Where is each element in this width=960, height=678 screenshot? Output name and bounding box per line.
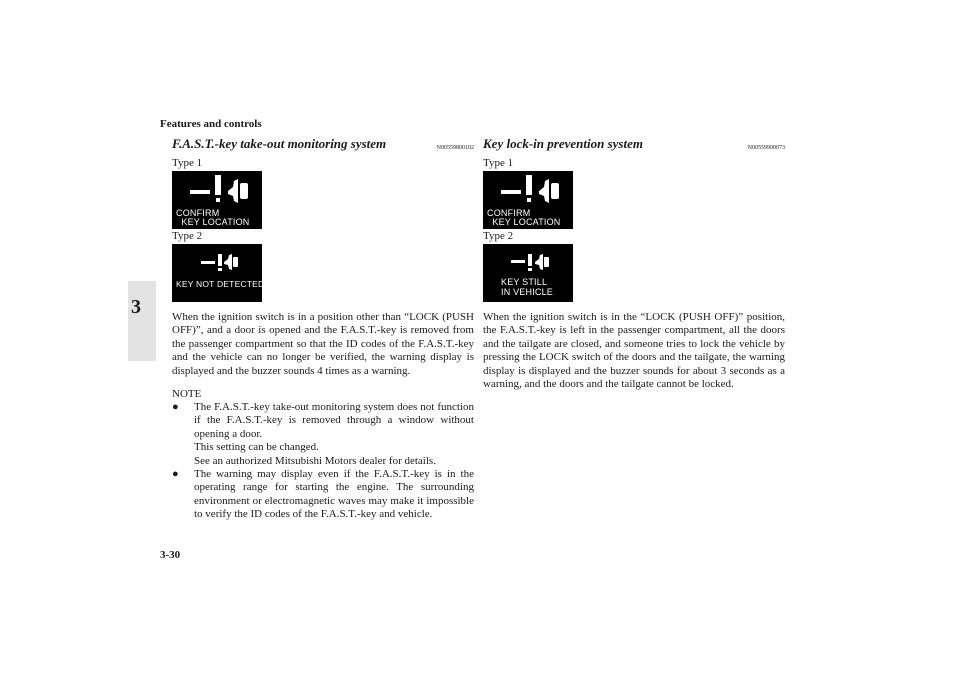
- section-title: F.A.S.T.-key take-out monitoring system: [172, 136, 387, 151]
- chapter-tab: [128, 281, 156, 361]
- section-heading-row: [483, 136, 785, 156]
- section-header: Features and controls: [160, 118, 262, 130]
- type1-label: Type 1: [172, 157, 203, 169]
- display-confirm-key-location: [172, 171, 262, 229]
- left-column: [172, 136, 474, 522]
- type1-label: Type 1: [483, 157, 514, 169]
- display-line-1: KEY STILL: [501, 277, 548, 287]
- body-paragraph: When the ignition switch is in a position other than “LOCK (PUSH OFF)”, and a door is opened and the F.A.S.T.-key is removed from the passenger compartment so that the ID codes of the F.A.S.T.-key and the vehicle can no longer be verified, the warning display is displayed and the buzzer sounds 4 times as a warning.: [172, 311, 474, 377]
- bullet-icon: ●: [172, 401, 179, 414]
- note-extra: This setting can be changed.: [194, 441, 319, 454]
- note-extra: See an authorized Mitsubishi Motors dealer for details.: [194, 454, 436, 467]
- note-label: NOTE: [172, 388, 202, 401]
- page-number: 3-30: [160, 549, 181, 561]
- display-key-still-in-vehicle: [483, 244, 573, 302]
- section-code: N00559800102: [436, 145, 474, 151]
- type2-label: Type 2: [483, 230, 514, 242]
- note-text: The F.A.S.T.-key take-out monitoring system does not function if the F.A.S.T.-key is removed through a window without opening a door.: [194, 401, 474, 440]
- note-text: The warning may display even if the F.A.S.T.-key is in the operating range for starting the engine. The surrounding environment or electromagnetic waves may make it impossible to verify the ID codes of the F.A.S.T.-key and vehicle.: [194, 468, 474, 521]
- display-line-2: KEY LOCATION: [176, 217, 250, 227]
- display-line-1: CONFIRM: [176, 208, 220, 218]
- display-confirm-key-location: [483, 171, 573, 229]
- display-line-2: IN VEHICLE: [501, 287, 554, 297]
- type2-label: Type 2: [172, 230, 203, 242]
- display-line-1: CONFIRM: [487, 208, 531, 218]
- note-item: [172, 468, 474, 522]
- note-item: [172, 401, 474, 468]
- bullet-icon: ●: [172, 468, 179, 481]
- chapter-number: 3: [131, 296, 141, 318]
- section-heading-row: [172, 136, 474, 156]
- right-column: [483, 136, 785, 391]
- key-warning-icon: [172, 244, 265, 302]
- section-code: N00559900073: [747, 145, 785, 151]
- section-title: Key lock-in prevention system: [483, 136, 643, 151]
- display-line-2: KEY LOCATION: [487, 217, 561, 227]
- display-key-not-detected: [172, 244, 265, 302]
- body-paragraph: When the ignition switch is in the “LOCK (PUSH OFF)” position, the F.A.S.T.-key is left in the passenger compartment, all the doors and the tailgate are closed, and someone tries to lock the vehicle by pressing the LOCK switch of the doors and the tailgate, the warning display is displayed and the buzzer sounds for about 3 seconds as a warning, and the doors and the tailgate cannot be locked.: [483, 311, 785, 391]
- display-line-1: KEY NOT DETECTED: [176, 279, 265, 289]
